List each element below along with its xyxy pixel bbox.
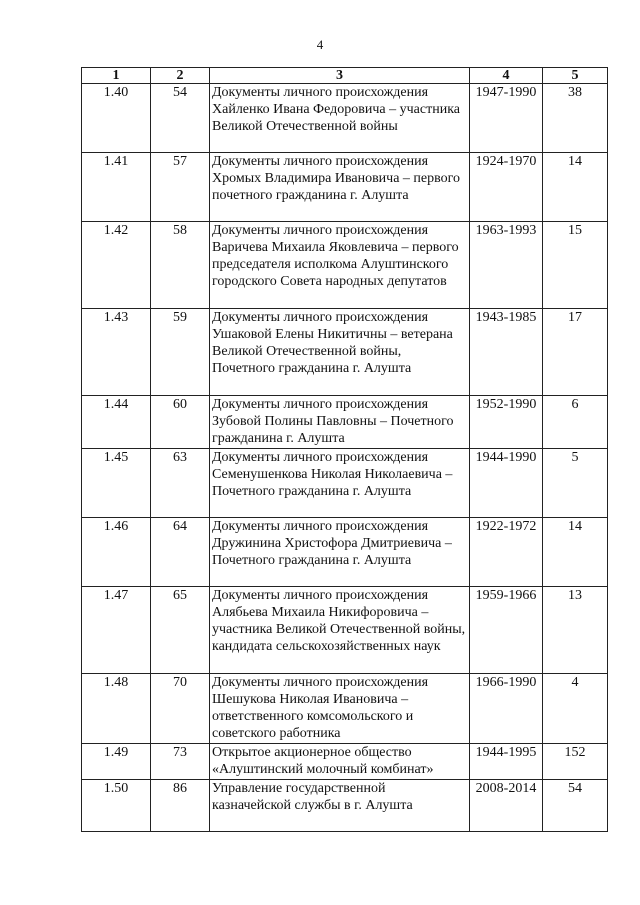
row-number: 1.46 (82, 518, 151, 587)
fund-description: Документы личного происхождения Семенушенкова Николая Николаевича – Почетного гражданина г. Алушта (210, 449, 470, 518)
table-row (82, 780, 608, 832)
date-range: 1944-1990 (470, 449, 543, 518)
column-header: 1 (82, 68, 151, 84)
date-range: 2008-2014 (470, 780, 543, 832)
date-range: 1966-1990 (470, 674, 543, 744)
fund-description: Открытое акционерное общество «Алуштинский молочный комбинат» (210, 744, 470, 780)
item-count: 14 (543, 153, 608, 222)
fund-description: Документы личного происхождения Хайленко Ивана Федоровича – участника Великой Отечественной войны (210, 84, 470, 153)
table-row (82, 309, 608, 396)
row-number: 1.47 (82, 587, 151, 674)
row-number: 1.50 (82, 780, 151, 832)
table-row (82, 449, 608, 518)
table-row (82, 744, 608, 780)
column-header: 5 (543, 68, 608, 84)
column-header: 2 (151, 68, 210, 84)
table-row (82, 396, 608, 449)
fund-description: Документы личного происхождения Дружинина Христофора Дмитриевича – Почетного гражданина г. Алушта (210, 518, 470, 587)
fund-number: 73 (151, 744, 210, 780)
column-header: 4 (470, 68, 543, 84)
table-row (82, 84, 608, 153)
date-range: 1924-1970 (470, 153, 543, 222)
row-number: 1.41 (82, 153, 151, 222)
item-count: 17 (543, 309, 608, 396)
fund-description: Документы личного происхождения Варичева Михаила Яковлевича – первого председателя исполкома Алуштинского городского Совета народных депутатов (210, 222, 470, 309)
date-range: 1963-1993 (470, 222, 543, 309)
fund-description: Документы личного происхождения Хромых Владимира Ивановича – первого почетного гражданина г. Алушта (210, 153, 470, 222)
registry-table (81, 67, 608, 832)
row-number: 1.42 (82, 222, 151, 309)
row-number: 1.49 (82, 744, 151, 780)
fund-description: Документы личного происхождения Алябьева Михаила Никифоровича – участника Великой Отечественной войны, кандидата сельскохозяйственных наук (210, 587, 470, 674)
table-row (82, 153, 608, 222)
fund-description: Документы личного происхождения Зубовой Полины Павловны – Почетного гражданина г. Алушта (210, 396, 470, 449)
page-number: 4 (316, 37, 324, 52)
fund-number: 58 (151, 222, 210, 309)
date-range: 1922-1972 (470, 518, 543, 587)
row-number: 1.48 (82, 674, 151, 744)
item-count: 14 (543, 518, 608, 587)
table-row (82, 587, 608, 674)
fund-number: 60 (151, 396, 210, 449)
fund-number: 70 (151, 674, 210, 744)
row-number: 1.44 (82, 396, 151, 449)
fund-number: 86 (151, 780, 210, 832)
item-count: 4 (543, 674, 608, 744)
fund-number: 54 (151, 84, 210, 153)
date-range: 1947-1990 (470, 84, 543, 153)
item-count: 38 (543, 84, 608, 153)
row-number: 1.40 (82, 84, 151, 153)
item-count: 152 (543, 744, 608, 780)
fund-number: 63 (151, 449, 210, 518)
fund-number: 59 (151, 309, 210, 396)
date-range: 1959-1966 (470, 587, 543, 674)
item-count: 54 (543, 780, 608, 832)
fund-number: 57 (151, 153, 210, 222)
item-count: 15 (543, 222, 608, 309)
fund-description: Управление государственной казначейской службы в г. Алушта (210, 780, 470, 832)
date-range: 1944-1995 (470, 744, 543, 780)
date-range: 1943-1985 (470, 309, 543, 396)
item-count: 13 (543, 587, 608, 674)
header-row (82, 68, 608, 84)
table-row (82, 518, 608, 587)
fund-description: Документы личного происхождения Ушаковой Елены Никитичны – ветерана Великой Отечественной войны, Почетного гражданина г. Алушта (210, 309, 470, 396)
table-row (82, 674, 608, 744)
item-count: 6 (543, 396, 608, 449)
fund-description: Документы личного происхождения Шешукова Николая Ивановича – ответственного комсомольского и советского работника (210, 674, 470, 744)
fund-number: 65 (151, 587, 210, 674)
date-range: 1952-1990 (470, 396, 543, 449)
column-header: 3 (210, 68, 470, 84)
row-number: 1.45 (82, 449, 151, 518)
fund-number: 64 (151, 518, 210, 587)
item-count: 5 (543, 449, 608, 518)
row-number: 1.43 (82, 309, 151, 396)
table-body (82, 84, 608, 832)
table-row (82, 222, 608, 309)
